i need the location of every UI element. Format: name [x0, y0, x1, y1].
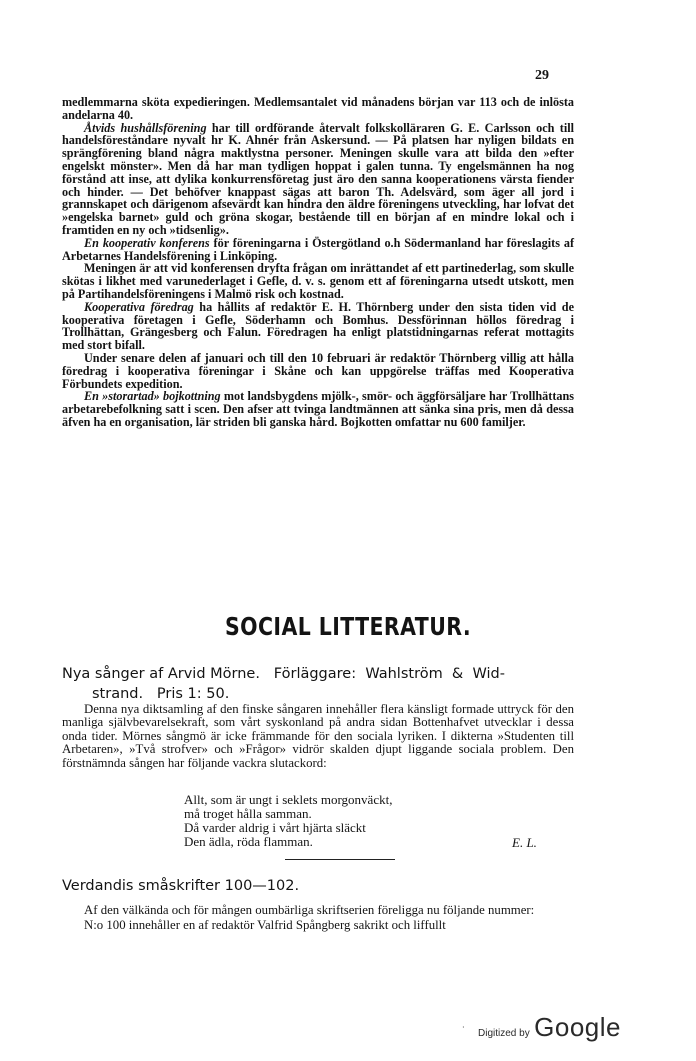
review-paragraph: Denna nya diktsamling af den finske sångaren innehåller flera känsligt formade uttryck för den manliga självbevarelsekraft, som vårt syskonland på andra sidan Bottenhafvet utvecklar i dessa onda tider. Mörnes sångmö är icke främmande för den sociala lyriken. I dikterna »Studenten till Arbetaren», »Två strofver» och »Frågor» vidrör skalden djupt liggande sociala problem. Den förstnämnda sången har följande vackra slutackord:: [62, 702, 574, 770]
news-lead-foredrag: Kooperativa föredrag: [84, 299, 194, 314]
review-signature: E. L.: [512, 835, 537, 850]
news-paragraph-7: En »storartad» bojkottning mot landsbygdens mjölk-, smör- och äggförsäljare har Trollhättans arbetarebefolkning satt i scen. Den afser att tvinga landtmännen att sänka sina pris, men då dessa äfven ha en organisation, lär striden bli ganska hård. Bojkotten omfattar nu 600 familjer.: [62, 389, 575, 429]
review-body-2: [62, 903, 574, 932]
poem-line: må troget hålla samman.: [184, 806, 312, 821]
watermark-prefix: Digitized by: [478, 1028, 530, 1039]
section-divider: [285, 859, 395, 860]
news-paragraph-1: medlemmarna sköta expedieringen. Medlemsantalet vid månadens början var 113 och de inlösta andelarna 40.: [62, 95, 574, 122]
review-paragraph: Af den välkända och för mången oumbärliga skriftserien föreligga nu följande nummer:: [84, 903, 535, 917]
review-paragraph: N:o 100 innehåller en af redaktör Valfrid Spångberg sakrikt och liffullt: [84, 917, 446, 932]
news-lead-bojkott: En »storartad» bojkottning: [84, 389, 221, 404]
poem-quote: [184, 793, 564, 849]
news-lead-konferens: En kooperativ konferens: [84, 235, 210, 250]
review-heading-1-line2: strand. Pris 1: 50.: [92, 686, 230, 702]
poem-line: Då varder aldrig i vårt hjärta släckt: [184, 820, 366, 835]
news-lead-atvid: Åtvids hushållsförening: [84, 120, 207, 135]
google-watermark: [478, 1012, 621, 1043]
page-number: 29: [535, 68, 549, 83]
review-heading-2: Verdandis småskrifter 100—102.: [62, 878, 300, 894]
speck-mark: ·: [462, 1023, 465, 1032]
google-logo: Google: [534, 1012, 621, 1042]
review-heading-1-line1: Nya sånger af Arvid Mörne. Förläggare: Wahlström & Wid-: [62, 666, 505, 682]
news-paragraph-2: Åtvids hushållsförening har till ordförande återvalt folkskolläraren G. E. Carlsson och till handelsföreståndare nyvalt hr K. Ahnér från Askersund. — På platsen har nyligen bildats en sprängförening bland några maktlystna personer. Meningen skulle vara att bilda den »efter engelskt mönster». Men då har man tydligen hoppat i galen tunna. Ty engelsmännen ha nog förstånd att inse, att dylika konkurrensföretag just äro den sanna kooperationens värsta fiender och hinder. — Det behöfver knappast sägas att baron Th. Adelsvärd, som äger all jord i grannskapet och därigenom afsevärdt kan hindra den äldre föreningens utveckling, har lofvat det »engelska barnet» guld och gröna skogar, bestående till en början af en mindre lokal och i framtiden en ny och »tidsenlig».: [62, 120, 574, 237]
news-paragraph-3: En kooperativ konferens för föreningarna i Östergötland o.h Södermanland har föreslagits af Arbetarnes Handelsförening i Linköping.: [62, 235, 574, 263]
poem-line: Den ädla, röda flamman.: [184, 834, 313, 849]
poem-line: Allt, som är ungt i seklets morgonväckt,: [184, 792, 393, 807]
news-paragraph-5: Kooperativa föredrag ha hållits af redaktör E. H. Thörnberg under den sista tiden vid de kooperativa företagen i Gefle, Söderhamn och Bomhus. Dessförinnan höllos föredrag i Trollhättan, Grängesberg och Falun. Föredragen ha enligt platstidningarnas referat mottagits med stort bifall.: [62, 299, 574, 353]
news-section: [62, 96, 574, 429]
review-body-1: [62, 703, 574, 770]
news-paragraph-4: Meningen är att vid konferensen dryfta frågan om inrättandet af ett partinederlag, som skulle skötas i likhet med varunederlaget i Gefle, d. v. s. genom ett af föreningarna utsedt utskott, men på Partihandelsföreningens i Malmö risk och kostnad.: [62, 261, 574, 301]
section-title: SOCIAL LITTERATUR.: [224, 612, 472, 641]
news-paragraph-6: Under senare delen af januari och till den 10 februari är redaktör Thörnberg villig att hålla föredrag i kooperativa föreningar i Skåne och kan uppgörelse träffas med Kooperativa Förbundets expedition.: [62, 350, 574, 391]
review-heading-1: [62, 664, 574, 704]
